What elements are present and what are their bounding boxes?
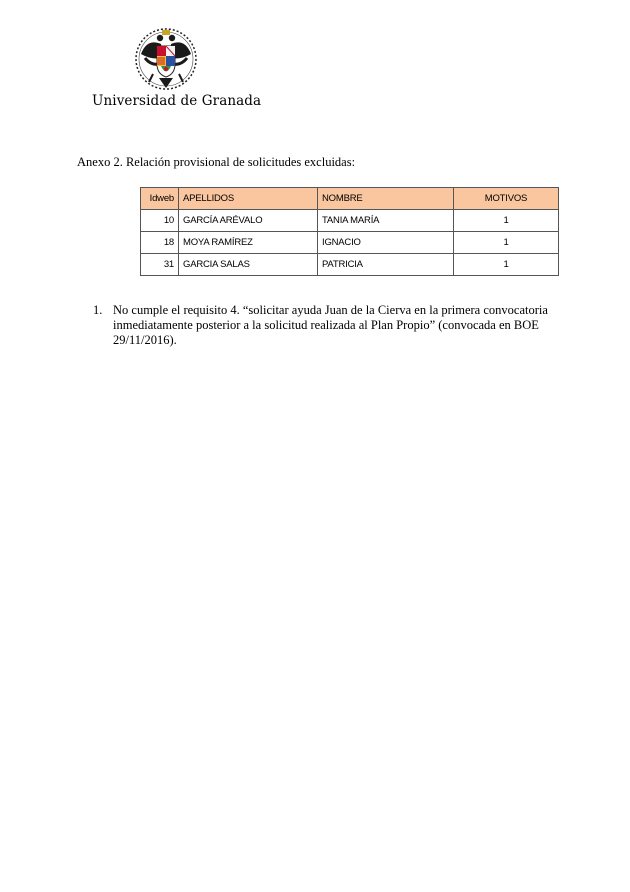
cell-idweb: 31 xyxy=(141,254,179,276)
footnote-text: No cumple el requisito 4. “solicitar ayuda Juan de la Cierva en la primera convocatoria inmediatamente posterior a la solicitud realizada al Plan Propio” (convocada en BOE 29/11/2016). xyxy=(113,303,548,347)
table-header-row xyxy=(141,188,559,210)
footnote-item xyxy=(93,303,563,348)
table-row xyxy=(141,232,559,254)
cell-motivos: 1 xyxy=(454,210,559,232)
table-row xyxy=(141,254,559,276)
header-motivos: MOTIVOS xyxy=(454,188,559,210)
header-apellidos: APELLIDOS xyxy=(179,188,318,210)
cell-apellidos: MOYA RAMÍREZ xyxy=(179,232,318,254)
cell-idweb: 10 xyxy=(141,210,179,232)
footnote-number: 1. xyxy=(93,303,103,317)
university-name: Universidad de Granada xyxy=(92,93,262,109)
cell-nombre: IGNACIO xyxy=(318,232,454,254)
header-idweb: Idweb xyxy=(141,188,179,210)
table-row xyxy=(141,210,559,232)
cell-idweb: 18 xyxy=(141,232,179,254)
cell-motivos: 1 xyxy=(454,232,559,254)
cell-apellidos: GARCÍA ARÉVALO xyxy=(179,210,318,232)
header-nombre: NOMBRE xyxy=(318,188,454,210)
cell-apellidos: GARCIA SALAS xyxy=(179,254,318,276)
annex-title: Anexo 2. Relación provisional de solicitudes excluidas: xyxy=(77,155,356,169)
cell-nombre: PATRICIA xyxy=(318,254,454,276)
cell-nombre: TANIA MARÍA xyxy=(318,210,454,232)
excluded-applications-table xyxy=(140,187,559,276)
cell-motivos: 1 xyxy=(454,254,559,276)
university-crest-icon xyxy=(133,24,199,94)
